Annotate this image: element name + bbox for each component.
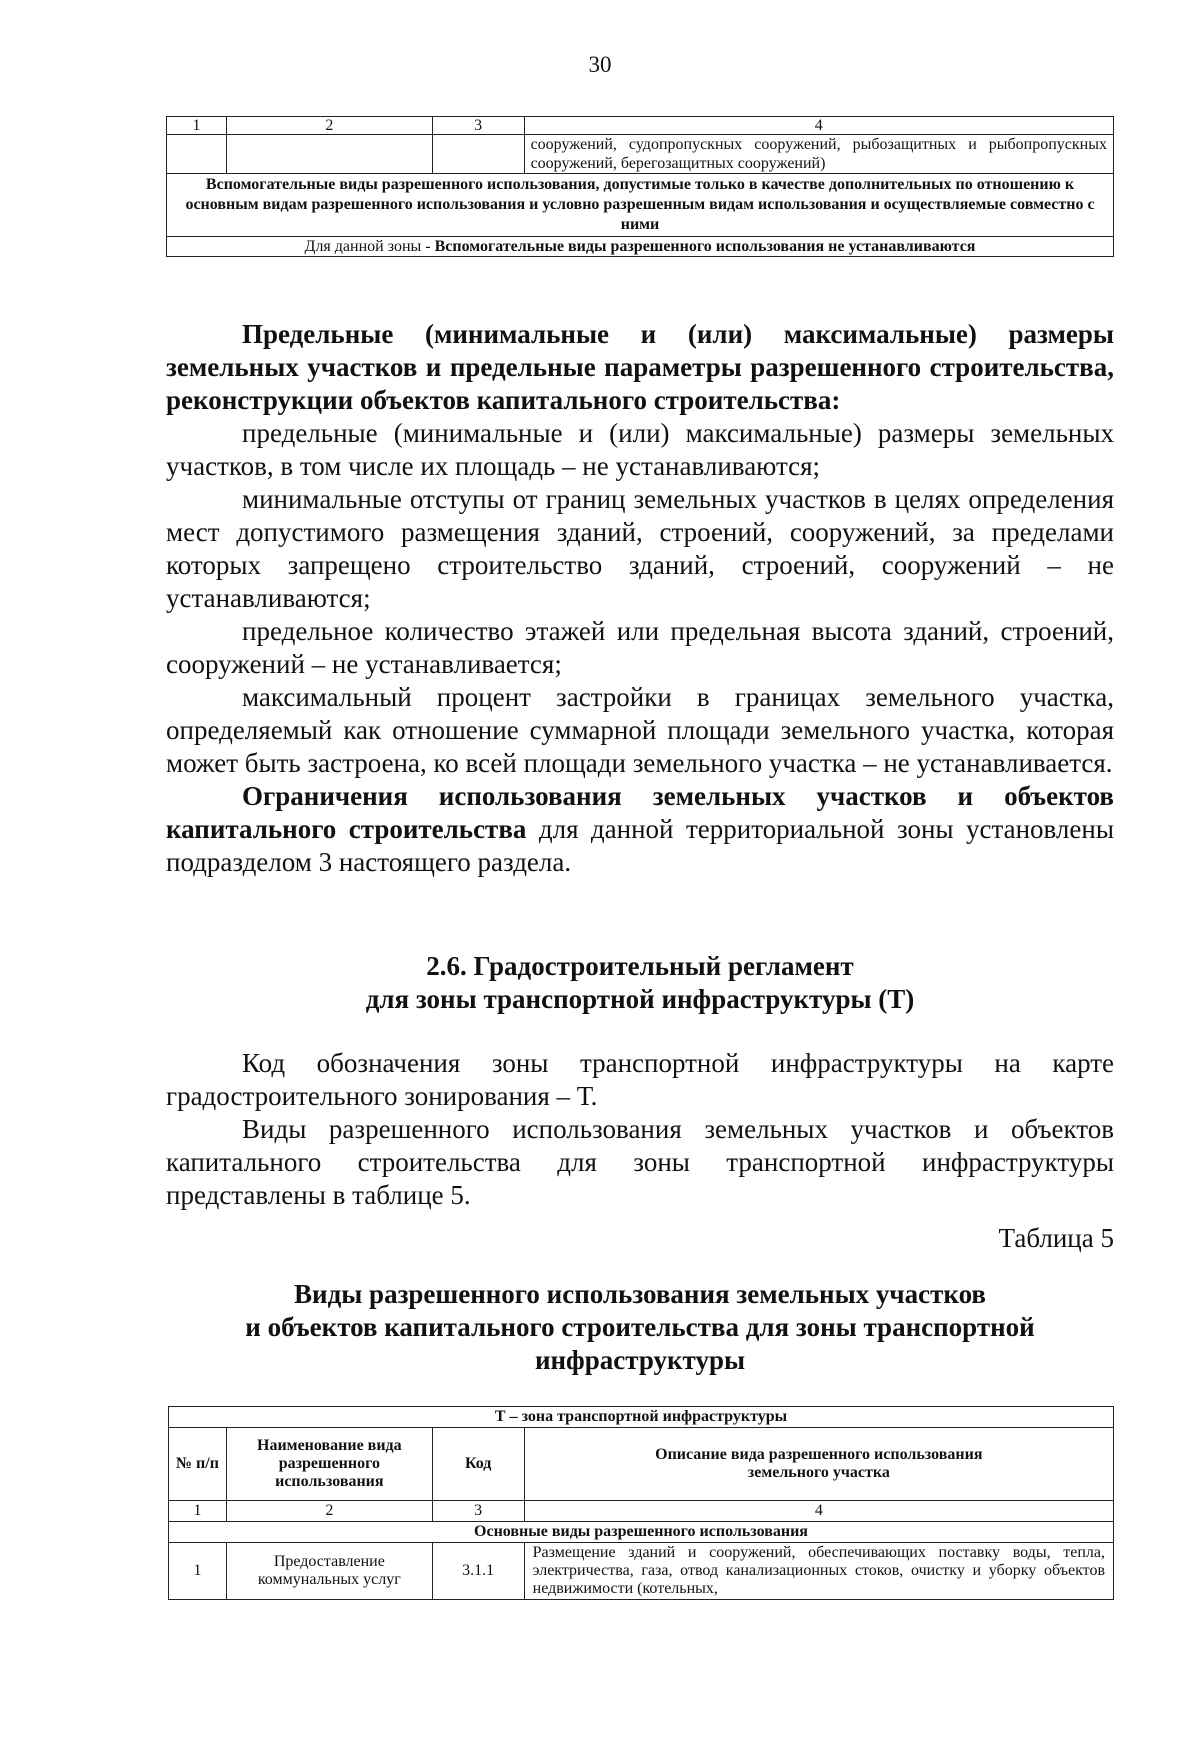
table-5 [168, 1406, 1114, 1600]
limit-item-1: предельные (минимальные и (или) максимальные) размеры земельных участков, в том числе их площадь – не устанавливаются; [166, 418, 1114, 481]
table-title-line3: инфраструктуры [534, 1345, 746, 1375]
section-title [166, 950, 1114, 1016]
auxiliary-note-bold: Вспомогательные виды разрешенного использования не устанавливаются [434, 238, 976, 255]
auxiliary-note-row [167, 237, 1114, 257]
table5-col-number-4: 4 [524, 1501, 1113, 1522]
zone-code-paragraph: Код обозначения зоны транспортной инфраструктуры на карте градостроительного зонирования – Т. [166, 1048, 1114, 1111]
row-code: 3.1.1 [432, 1543, 524, 1600]
restrictions-paragraph [166, 780, 1114, 879]
section-title-line2: для зоны транспортной инфраструктуры (Т) [365, 984, 915, 1014]
continued-row [167, 135, 1114, 174]
header-num: № п/п [169, 1428, 227, 1501]
auxiliary-heading: Вспомогательные виды разрешенного использования, допустимые только в качестве дополнительных по отношению к основным видам разрешенного использования и условно разрешенным видам использования и осуществляемые совместно с ними [167, 174, 1114, 237]
continued-description: сооружений, судопропускных сооружений, рыбозащитных и рыбопропускных сооружений, берегозащитных сооружений) [524, 135, 1113, 174]
limit-item-2: минимальные отступы от границ земельных участков в целях определения мест допустимого размещения зданий, строений, сооружений, за пределами которых запрещено строительство зданий, строений, сооружений – не устанавливаются; [166, 484, 1114, 613]
top-table [166, 116, 1114, 257]
table5-col-number-3: 3 [432, 1501, 524, 1522]
col-number-4: 4 [524, 117, 1113, 135]
col-number-3: 3 [432, 117, 524, 135]
limit-item-4: максимальный процент застройки в границах земельного участка, определяемый как отношение суммарной площади земельного участка, которая может быть застроена, ко всей площади земельного участка – не устанавливается. [166, 682, 1114, 778]
page-number: 30 [588, 52, 612, 77]
header-description: Описание вида разрешенного использования земельного участка [524, 1428, 1113, 1501]
col-number-2: 2 [226, 117, 432, 135]
header-name: Наименование вида разрешенного использования [226, 1428, 432, 1501]
main-types-header-row [169, 1522, 1114, 1543]
auxiliary-heading-row [167, 174, 1114, 237]
limits-section [166, 318, 1114, 879]
row-name: Предоставление коммунальных услуг [226, 1543, 432, 1600]
table-row [169, 1543, 1114, 1600]
section-title-line1: 2.6. Градостроительный регламент [426, 951, 854, 981]
table5-col-number-2: 2 [226, 1501, 432, 1522]
header-code: Код [432, 1428, 524, 1501]
continued-cell-num [167, 135, 227, 174]
limits-heading: Предельные (минимальные и (или) максимальные) размеры земельных участков и предельные параметры разрешенного строительства, реконструкции объектов капитального строительства: [166, 319, 1114, 415]
row-description: Размещение зданий и сооружений, обеспечивающих поставку воды, тепла, электричества, газа, отвод канализационных стоков, очистку и уборку объектов недвижимости (котельных, [524, 1543, 1113, 1600]
table-title-line1: Виды разрешенного использования земельных участков [294, 1279, 986, 1309]
table-label: Таблица 5 [998, 1223, 1114, 1253]
table-title [166, 1278, 1114, 1377]
col-number-1: 1 [167, 117, 227, 135]
restrictions-bold: Ограничения использования земельных участков и объектов капитального строительства [166, 781, 1114, 844]
section-body [166, 1047, 1114, 1255]
auxiliary-note [167, 237, 1114, 257]
permitted-uses-paragraph: Виды разрешенного использования земельных участков и объектов капитального строительства для зоны транспортной инфраструктуры представлены в таблице 5. [166, 1114, 1114, 1210]
continued-cell-code [432, 135, 524, 174]
restrictions-rest: для данной территориальной зоны установлены подразделом 3 настоящего раздела. [166, 814, 1114, 877]
limit-item-3: предельное количество этажей или предельная высота зданий, строений, сооружений – не устанавливается; [166, 616, 1114, 679]
table5-column-numbers-row [169, 1501, 1114, 1522]
zone-header-row [169, 1407, 1114, 1428]
table-title-line2: и объектов капитального строительства для зоны транспортной [245, 1312, 1035, 1342]
column-headers-row [169, 1428, 1114, 1501]
auxiliary-note-prefix: Для данной зоны - [304, 238, 435, 255]
column-numbers-row [167, 117, 1114, 135]
table5-col-number-1: 1 [169, 1501, 227, 1522]
row-num: 1 [169, 1543, 227, 1600]
zone-header: Т – зона транспортной инфраструктуры [169, 1407, 1114, 1428]
main-types-header: Основные виды разрешенного использования [169, 1522, 1114, 1543]
continued-cell-name [226, 135, 432, 174]
